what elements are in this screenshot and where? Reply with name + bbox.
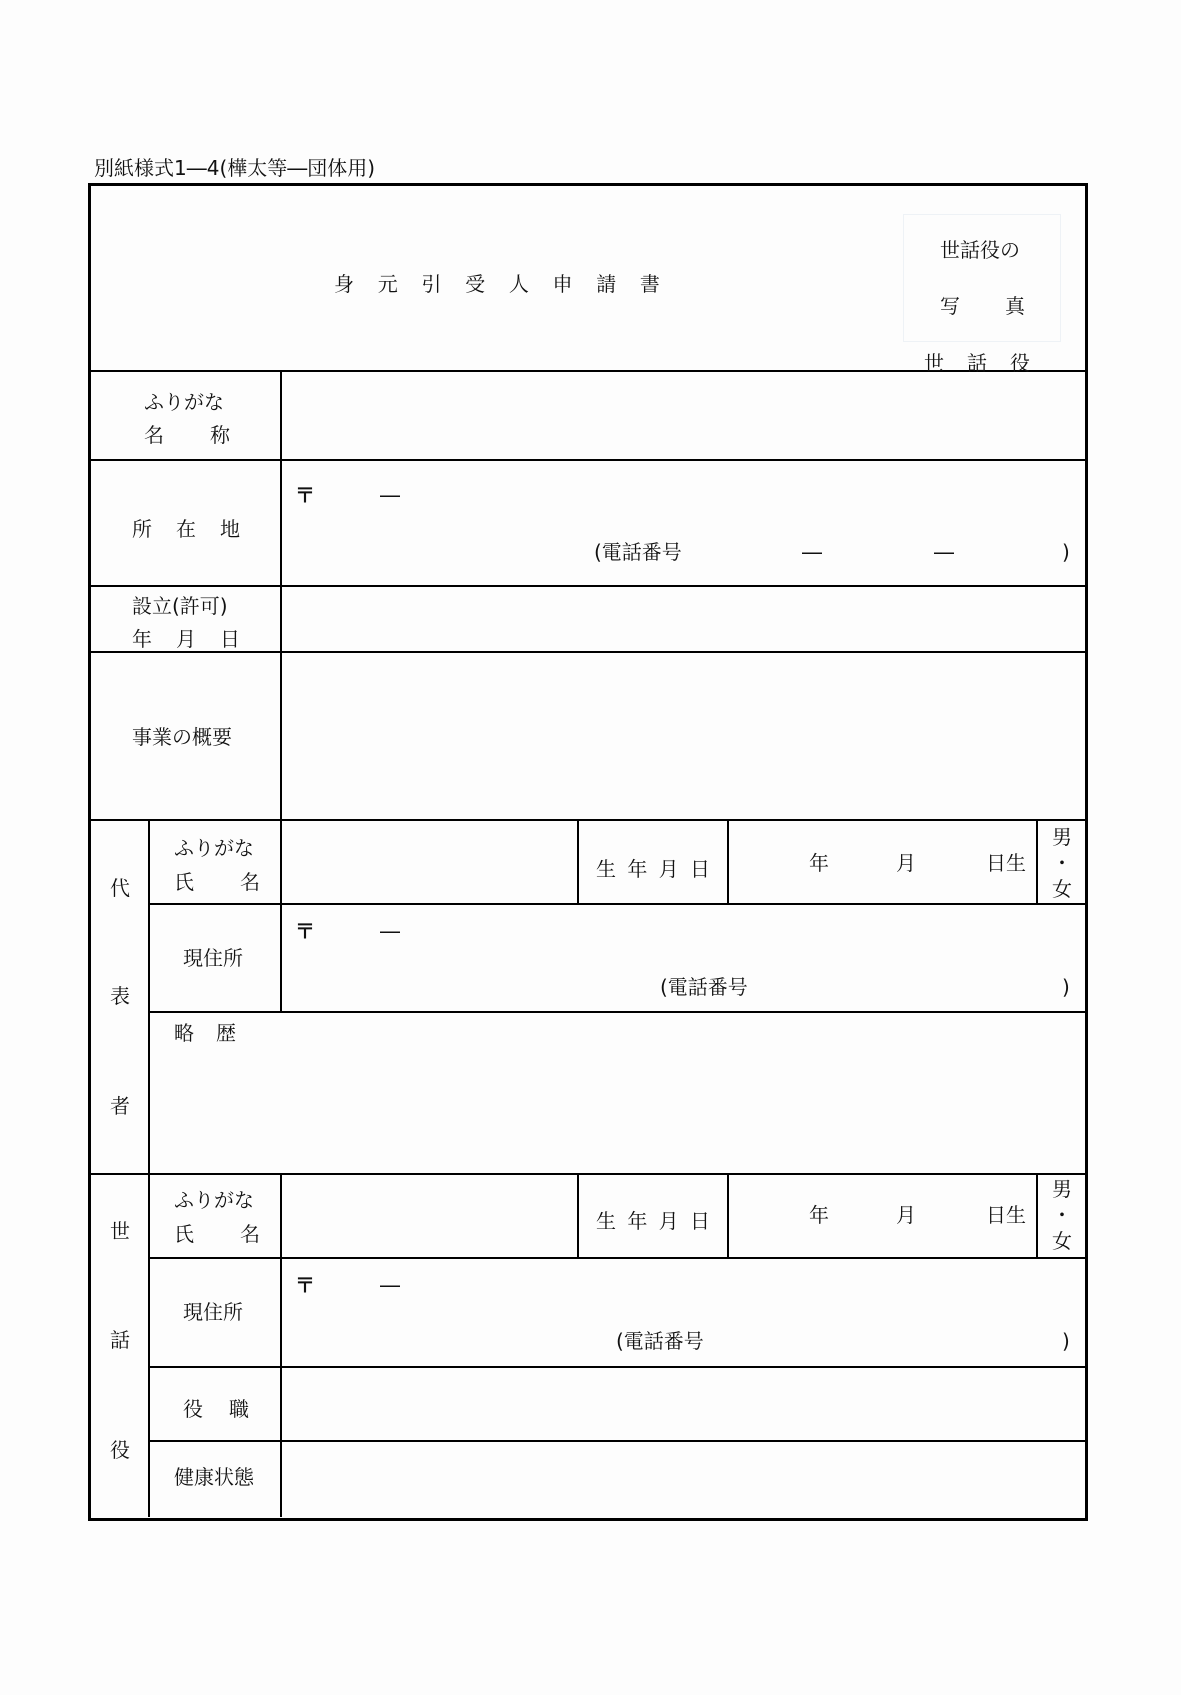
caretaker-dob-label <box>596 1205 710 1234</box>
phone-dash: ― <box>802 540 822 564</box>
title-char: 受 <box>465 272 486 296</box>
form-id-heading: 別紙様式1―4(樺太等―団体用) <box>94 156 376 180</box>
caretaker-furigana-label: ふりがな <box>174 1188 254 1212</box>
row-divider <box>148 1366 1088 1368</box>
caretaker-name-label <box>174 1218 260 1247</box>
sex-male-option[interactable]: 男 <box>1052 825 1072 849</box>
col-divider <box>1036 820 1038 904</box>
caretaker-dob-day: 日生 <box>986 1203 1026 1227</box>
caption-char: 役 <box>1010 351 1030 375</box>
caretaker-health-field[interactable] <box>283 1443 1085 1515</box>
rep-dob-month: 月 <box>896 851 916 875</box>
title-char: 引 <box>421 272 442 296</box>
photo-label-shin: 真 <box>1005 294 1025 318</box>
title-char: 身 <box>334 272 354 296</box>
title-char: 人 <box>508 272 529 296</box>
col-divider <box>1036 1174 1038 1258</box>
label-char: 月 <box>658 857 679 881</box>
row-divider <box>88 585 1088 587</box>
rep-dob-day: 日生 <box>986 851 1026 875</box>
label-char: 名 <box>240 1222 260 1246</box>
sex-separator: ・ <box>1052 851 1072 875</box>
business-summary-label: 事業の概要 <box>132 725 232 749</box>
caption-char: 世 <box>924 351 944 375</box>
label-char: 名 <box>240 870 260 894</box>
label-char: 年 <box>627 857 648 881</box>
rep-dob-label <box>596 853 710 882</box>
caretaker-section-char: 世 <box>110 1219 130 1243</box>
phone-label: (電話番号 <box>616 1329 704 1353</box>
founded-date-label <box>132 623 240 652</box>
label-char: 生 <box>596 1209 616 1233</box>
sex-separator: ・ <box>1052 1203 1072 1227</box>
caretaker-position-field[interactable] <box>283 1369 1085 1440</box>
form-title <box>334 268 660 297</box>
rep-sex-selector[interactable] <box>1039 822 1085 903</box>
col-divider <box>280 1174 282 1517</box>
photo-label-sha: 写 <box>940 294 960 318</box>
postal-dash: ― <box>380 919 400 943</box>
phone-close: ) <box>1062 1329 1070 1353</box>
postal-mark-icon: 〒 <box>295 919 315 943</box>
label-char: 所 <box>132 517 152 541</box>
photo-caption <box>924 347 1030 376</box>
label-char: 職 <box>229 1397 249 1421</box>
rep-section-char: 者 <box>110 1094 130 1118</box>
label-char: 年 <box>132 627 152 651</box>
caretaker-section-char: 話 <box>110 1328 130 1352</box>
caretaker-photo-area[interactable] <box>903 214 1061 342</box>
label-char: 在 <box>176 517 196 541</box>
label-char: 氏 <box>174 870 194 894</box>
label-char: 日 <box>689 857 710 881</box>
title-char: 元 <box>377 272 398 296</box>
caretaker-sex-selector[interactable] <box>1039 1176 1085 1257</box>
col-divider <box>280 371 282 1012</box>
rep-address-label: 現住所 <box>183 946 243 970</box>
row-divider <box>148 1257 1088 1259</box>
org-name-field[interactable] <box>283 373 1085 459</box>
postal-mark-icon: 〒 <box>295 483 315 507</box>
label-char: 氏 <box>174 1222 194 1246</box>
sex-female-option[interactable]: 女 <box>1052 877 1072 901</box>
title-char: 書 <box>639 272 660 296</box>
label-char: 地 <box>220 517 240 541</box>
sex-female-option[interactable]: 女 <box>1052 1229 1072 1253</box>
founded-label: 設立(許可) <box>132 594 228 618</box>
phone-label: (電話番号 <box>594 540 682 564</box>
phone-close: ) <box>1062 975 1070 999</box>
org-furigana-label: ふりがな <box>144 390 224 414</box>
phone-dash: ― <box>934 540 954 564</box>
label-char: 月 <box>176 627 196 651</box>
caretaker-dob-month: 月 <box>896 1203 916 1227</box>
postal-dash: ― <box>380 483 400 507</box>
rep-section-char: 表 <box>110 984 130 1008</box>
caretaker-dob-year: 年 <box>809 1203 829 1227</box>
label-char: 日 <box>220 627 240 651</box>
caretaker-section-char: 役 <box>110 1438 130 1462</box>
label-char: 年 <box>627 1209 648 1233</box>
row-divider <box>88 459 1088 461</box>
caption-char: 話 <box>967 351 987 375</box>
row-divider <box>88 1173 1088 1175</box>
sex-male-option[interactable]: 男 <box>1052 1177 1072 1201</box>
row-divider <box>148 1440 1088 1442</box>
title-char: 請 <box>596 272 617 296</box>
photo-label-line1: 世話役の <box>940 238 1020 262</box>
phone-label: (電話番号 <box>660 975 748 999</box>
label-char: 名 <box>144 423 164 447</box>
caretaker-health-label: 健康状態 <box>174 1465 254 1489</box>
label-char: 日 <box>689 1209 710 1233</box>
col-divider <box>577 1174 579 1258</box>
caretaker-position-label <box>183 1393 249 1422</box>
caretaker-address-label: 現住所 <box>183 1300 243 1324</box>
org-name-label <box>144 419 230 448</box>
col-divider <box>577 820 579 904</box>
row-divider <box>88 819 1088 821</box>
rep-history-field[interactable] <box>150 1013 1085 1173</box>
row-divider <box>148 903 1088 905</box>
org-address-label <box>132 513 240 542</box>
label-char: 月 <box>658 1209 679 1233</box>
label-char: 略 <box>174 1021 194 1045</box>
label-char: 称 <box>210 423 230 447</box>
rep-furigana-label: ふりがな <box>174 836 254 860</box>
postal-dash: ― <box>380 1273 400 1297</box>
phone-close: ) <box>1062 540 1070 564</box>
title-char: 申 <box>552 272 573 296</box>
founded-date-field[interactable] <box>283 588 1085 651</box>
postal-mark-icon: 〒 <box>295 1273 315 1297</box>
label-char: 生 <box>596 857 616 881</box>
caretaker-name-field[interactable] <box>283 1176 576 1257</box>
label-char: 歴 <box>216 1021 236 1045</box>
rep-name-field[interactable] <box>283 822 576 903</box>
business-summary-field[interactable] <box>283 654 1085 819</box>
rep-name-label <box>174 866 260 895</box>
label-char: 役 <box>183 1397 203 1421</box>
rep-dob-year: 年 <box>809 851 829 875</box>
rep-section-char: 代 <box>110 876 130 900</box>
org-address-field[interactable] <box>283 462 1085 585</box>
